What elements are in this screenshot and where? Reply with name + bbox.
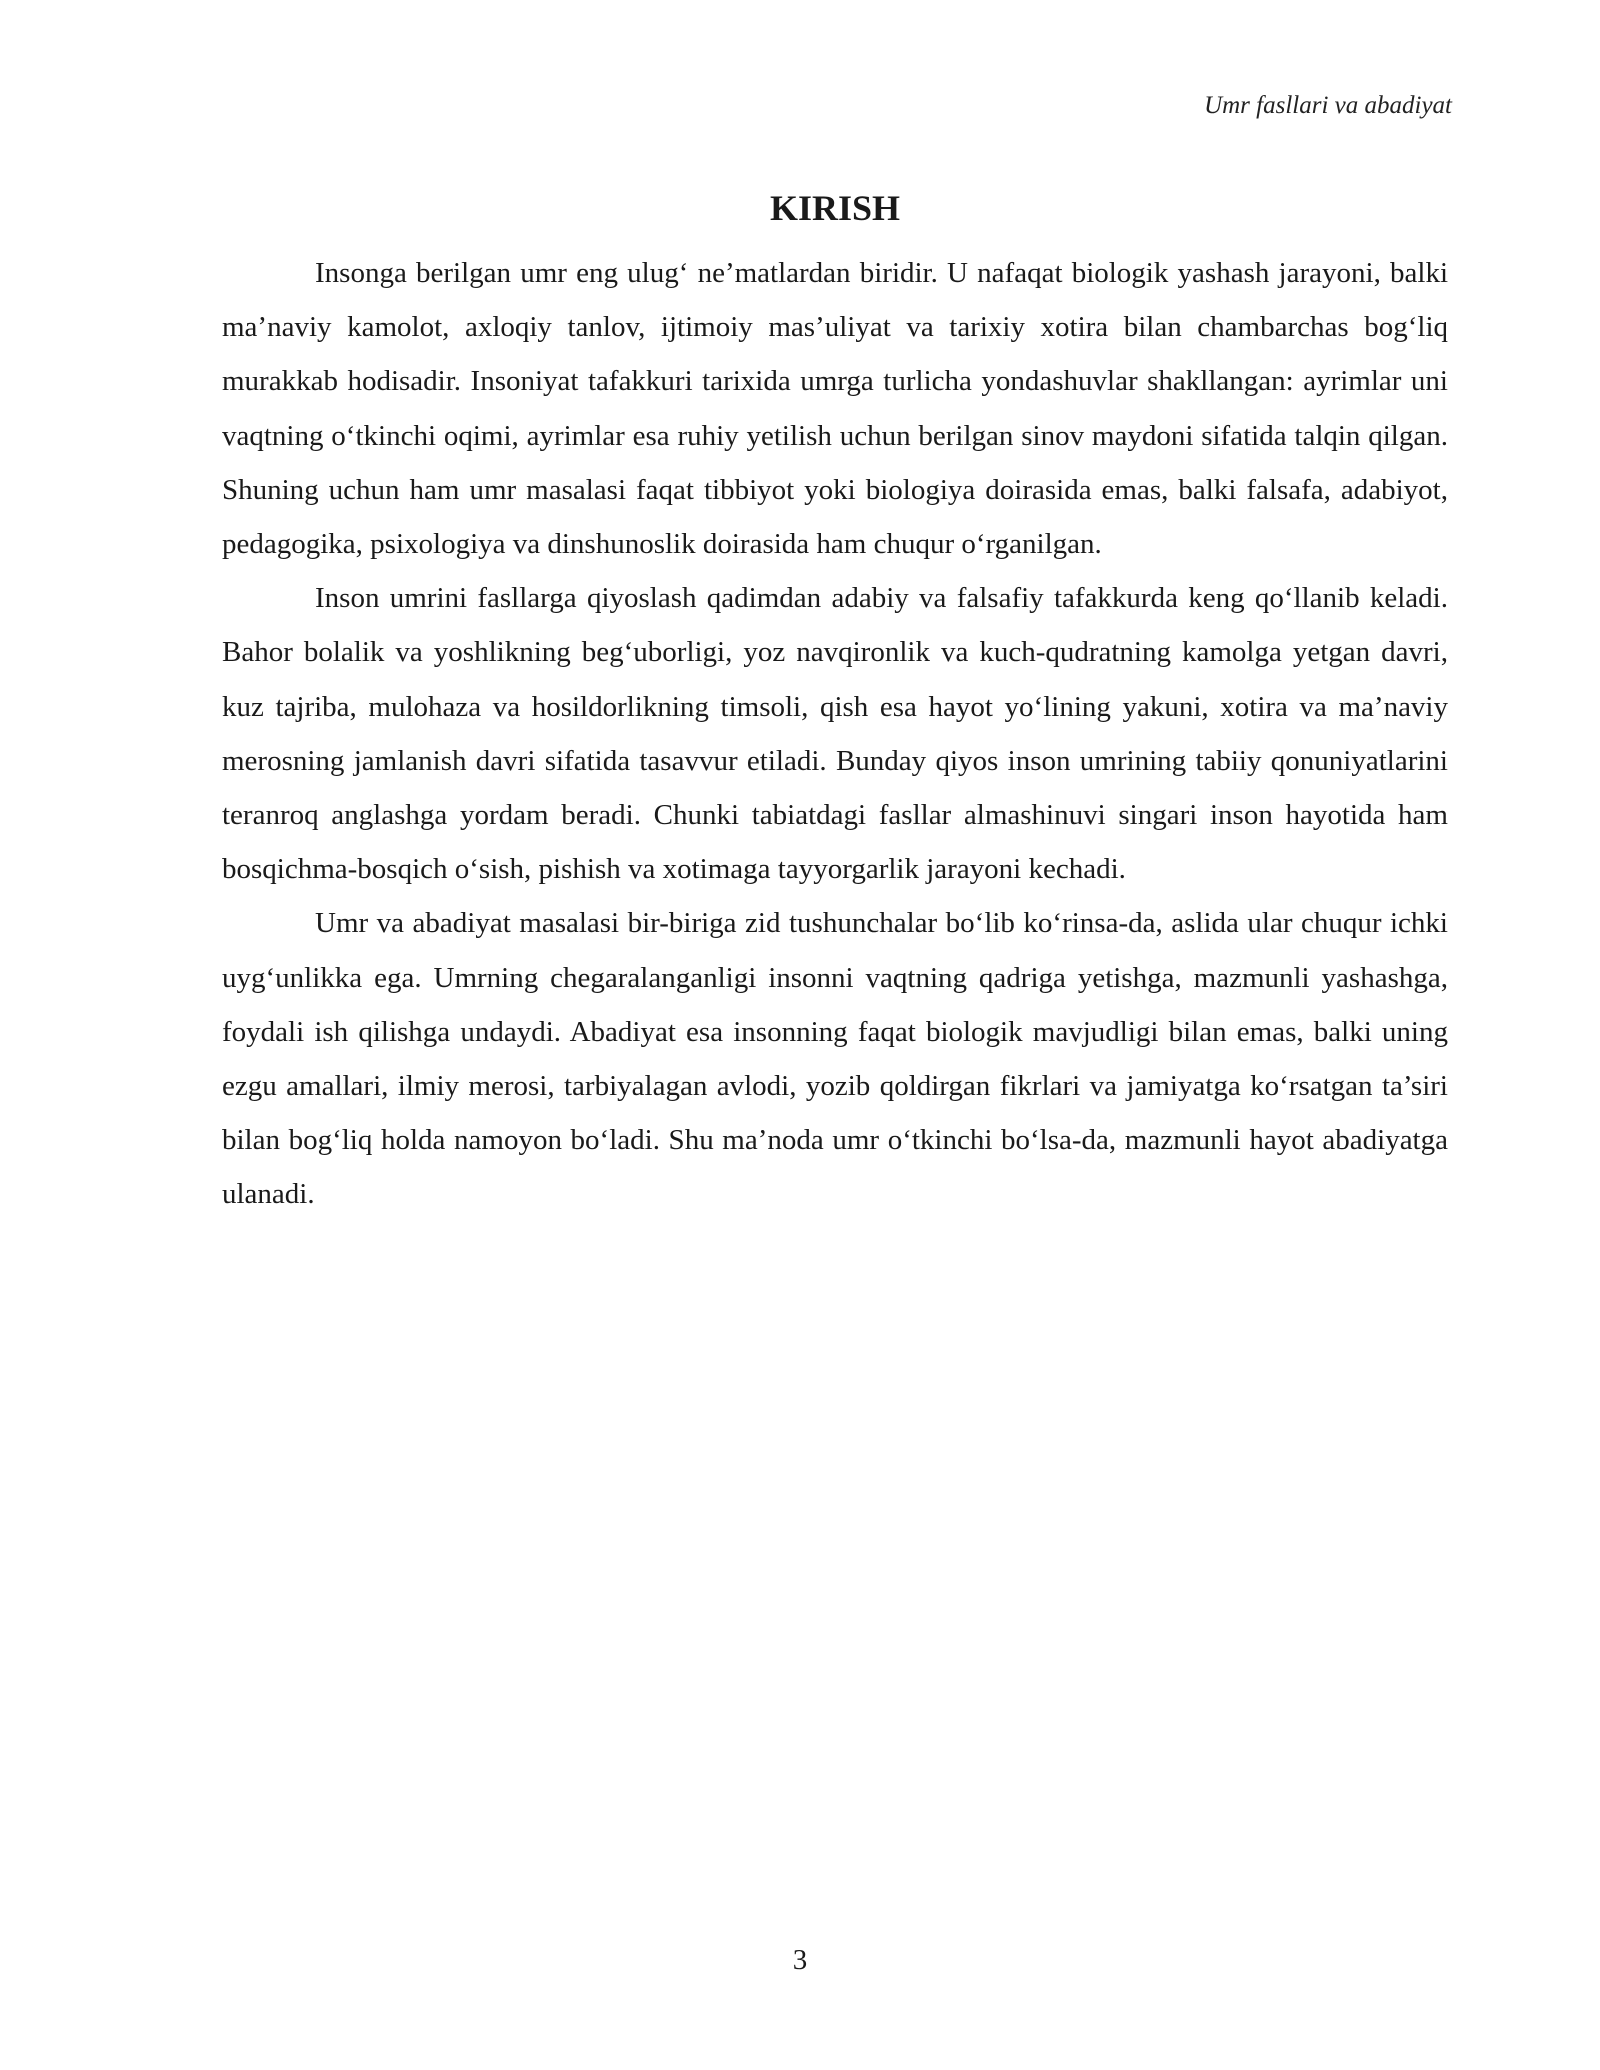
- paragraph-1: Insonga berilgan umr eng ulug‘ ne’matlardan biridir. U nafaqat biologik yashash jarayoni, balki ma’naviy kamolot, axloqiy tanlov, ijtimoiy mas’uliyat va tarixiy xotira bilan chambarchas bog‘liq murakkab hodisadir. Insoniyat tafakkuri tarixida umrga turlicha yondashuvlar shakllangan: ayrimlar uni vaqtning o‘tkinchi oqimi, ayrimlar esa ruhiy yetilish uchun berilgan sinov maydoni sifatida talqin qilgan. Shuning uchun ham umr masalasi faqat tibbiyot yoki biologiya doirasida emas, balki falsafa, adabiyot, pedagogika, psixologiya va dinshunoslik doirasida ham chuqur o‘rganilgan.: [222, 257, 1448, 561]
- section-title: KIRISH: [769, 188, 901, 228]
- paragraph-2: Inson umrini fasllarga qiyoslash qadimdan adabiy va falsafiy tafakkurda keng qo‘llanib keladi. Bahor bolalik va yoshlikning beg‘uborligi, yoz navqironlik va kuch-qudratning kamolga yetgan davri, kuz tajriba, mulohaza va hosildorlikning timsoli, qish esa hayot yo‘lining yakuni, xotira va ma’naviy merosning jamlanish davri sifatida tasavvur etiladi. Bunday qiyos inson umrining tabiiy qonuniyatlarini teranroq anglashga yordam beradi. Chunki tabiatdagi fasllar almashinuvi singari inson hayotida ham bosqichma-bosqich o‘sish, pishish va xotimaga tayyorgarlik jarayoni kechadi.: [222, 582, 1448, 886]
- paragraph-3: Umr va abadiyat masalasi bir-biriga zid tushunchalar bo‘lib ko‘rinsa-da, aslida ular chuqur ichki uyg‘unlikka ega. Umrning chegaralanganligi insonni vaqtning qadriga yetishga, mazmunli yashashga, foydali ish qilishga undaydi. Abadiyat esa insonning faqat biologik mavjudligi bilan emas, balki uning ezgu amallari, ilmiy merosi, tarbiyalagan avlodi, yozib qoldirgan fikrlari va jamiyatga ko‘rsatgan ta’siri bilan bog‘liq holda namoyon bo‘ladi. Shu ma’noda umr o‘tkinchi bo‘lsa-da, mazmunli hayot abadiyatga ulanadi.: [222, 907, 1448, 1211]
- section-body: [222, 180, 1448, 1222]
- running-header: Umr fasllari va abadiyat: [1204, 92, 1452, 119]
- page-number: 3: [792, 1944, 808, 1976]
